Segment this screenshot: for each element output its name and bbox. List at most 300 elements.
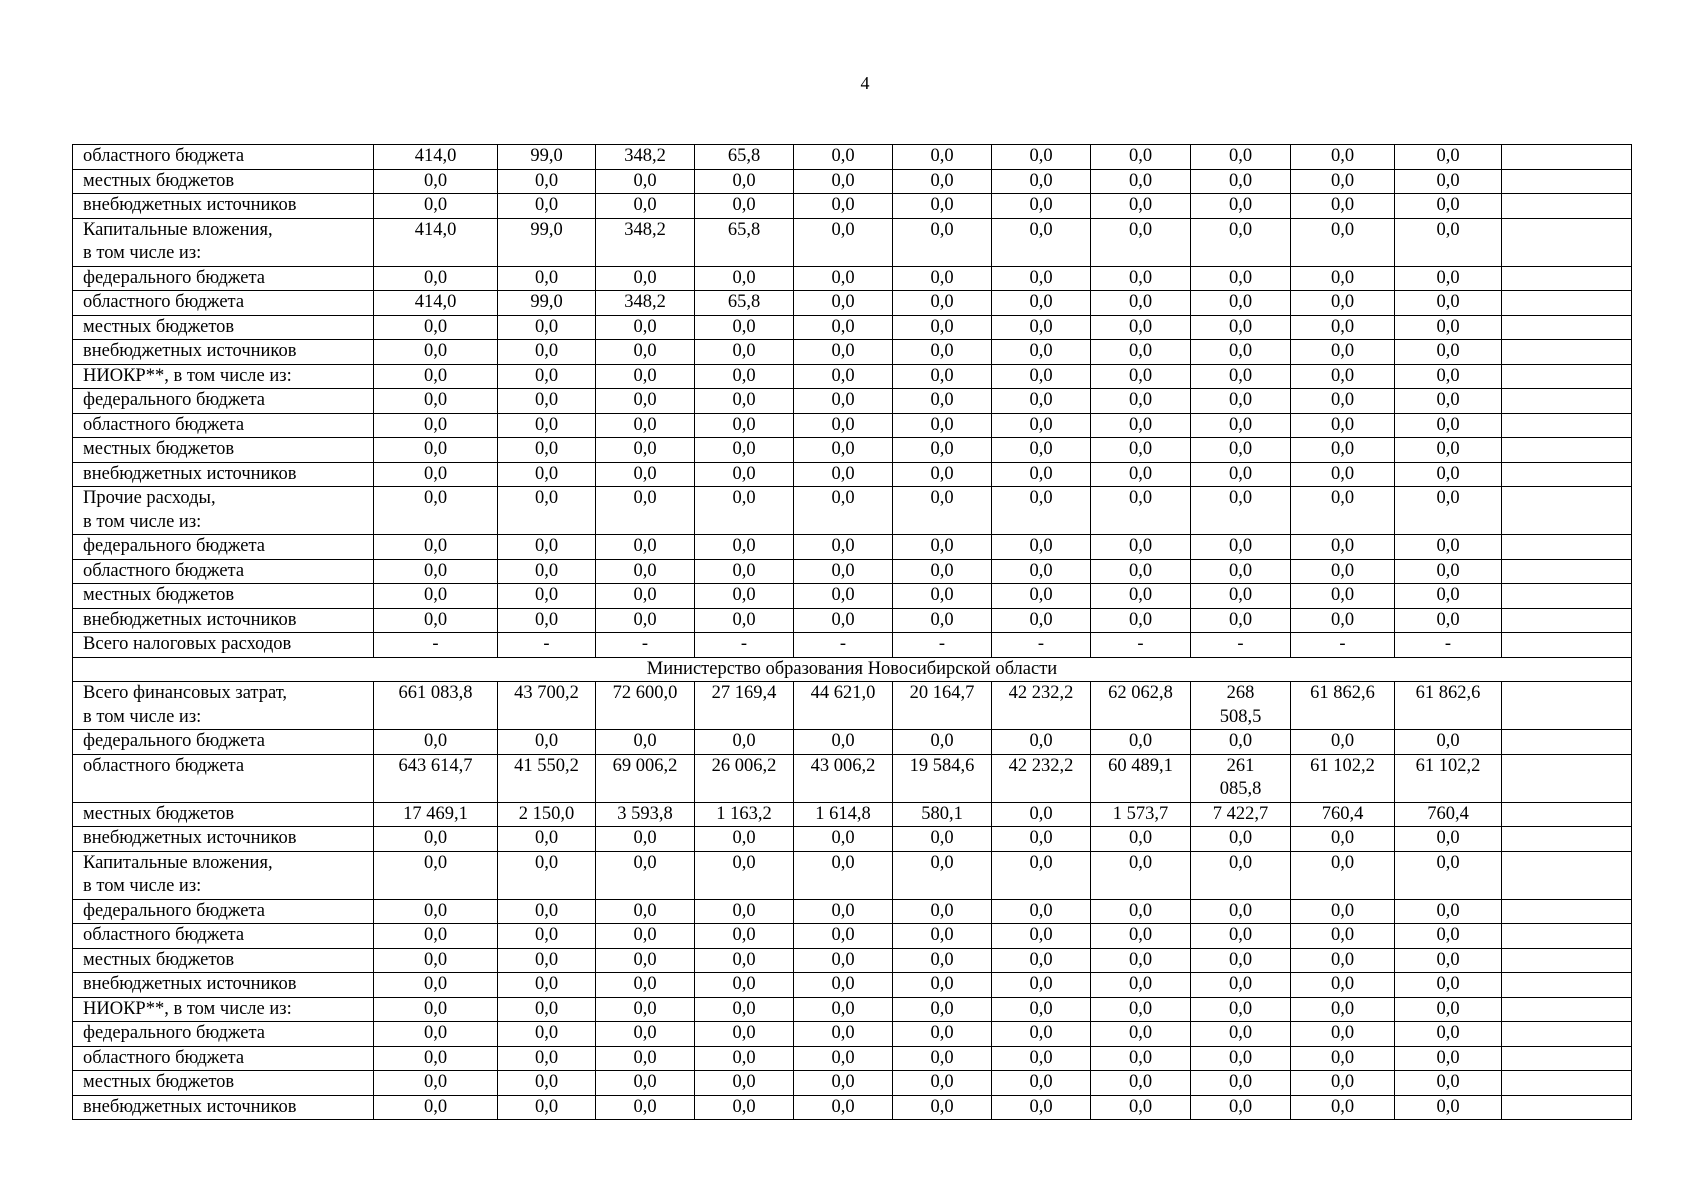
table-cell: 0,0: [1091, 145, 1191, 170]
table-cell: 760,4: [1291, 802, 1395, 827]
table-cell: 0,0: [794, 827, 893, 852]
table-cell: 0,0: [1291, 1022, 1395, 1047]
table-cell: 0,0: [374, 535, 498, 560]
table-cell: 0,0: [374, 194, 498, 219]
table-cell: 44 621,0: [794, 682, 893, 730]
row-label: федерального бюджета: [73, 899, 374, 924]
table-cell: 0,0: [1395, 438, 1502, 463]
table-cell: 0,0: [992, 948, 1091, 973]
table-cell: 0,0: [374, 266, 498, 291]
table-cell: 0,0: [893, 608, 992, 633]
table-cell: 0,0: [596, 1046, 695, 1071]
table-cell: 0,0: [498, 340, 596, 365]
budget-table-body: [73, 145, 1632, 1120]
table-cell: [1502, 559, 1632, 584]
table-cell: [1502, 340, 1632, 365]
table-cell: 0,0: [1395, 487, 1502, 535]
table-cell: [1502, 851, 1632, 899]
table-cell: [1502, 802, 1632, 827]
table-cell: 0,0: [374, 438, 498, 463]
table-cell: 0,0: [1291, 266, 1395, 291]
table-cell: 0,0: [992, 973, 1091, 998]
table-cell: 0,0: [1191, 389, 1291, 414]
table-row: [73, 633, 1632, 658]
table-cell: [1502, 973, 1632, 998]
table-cell: [1502, 218, 1632, 266]
table-cell: 0,0: [596, 948, 695, 973]
table-cell: 0,0: [992, 1095, 1091, 1120]
table-cell: 0,0: [1291, 535, 1395, 560]
table-row: [73, 948, 1632, 973]
table-cell: 0,0: [1291, 487, 1395, 535]
table-cell: 268 508,5: [1191, 682, 1291, 730]
table-cell: [1502, 608, 1632, 633]
table-cell: 61 862,6: [1291, 682, 1395, 730]
table-cell: [1502, 1022, 1632, 1047]
table-cell: 0,0: [893, 1071, 992, 1096]
table-cell: 0,0: [1291, 899, 1395, 924]
table-cell: 0,0: [893, 169, 992, 194]
table-cell: 0,0: [596, 364, 695, 389]
table-row: [73, 827, 1632, 852]
table-cell: 0,0: [992, 487, 1091, 535]
table-cell: 0,0: [794, 948, 893, 973]
table-row: [73, 1022, 1632, 1047]
table-cell: 43 006,2: [794, 754, 893, 802]
table-cell: 348,2: [596, 218, 695, 266]
table-cell: 0,0: [1395, 997, 1502, 1022]
table-cell: 0,0: [794, 608, 893, 633]
table-cell: 0,0: [1291, 340, 1395, 365]
table-cell: 0,0: [992, 1046, 1091, 1071]
table-cell: 0,0: [1191, 851, 1291, 899]
table-cell: 0,0: [893, 1022, 992, 1047]
table-cell: 0,0: [1395, 169, 1502, 194]
table-cell: 0,0: [893, 924, 992, 949]
table-cell: 0,0: [1091, 899, 1191, 924]
table-cell: 0,0: [893, 997, 992, 1022]
table-cell: 0,0: [794, 487, 893, 535]
table-cell: 0,0: [1091, 851, 1191, 899]
table-cell: 0,0: [992, 462, 1091, 487]
table-cell: [1502, 169, 1632, 194]
table-cell: 0,0: [596, 389, 695, 414]
table-cell: 72 600,0: [596, 682, 695, 730]
table-cell: 0,0: [1191, 1095, 1291, 1120]
table-cell: 0,0: [794, 194, 893, 219]
table-cell: 65,8: [695, 291, 794, 316]
table-cell: 0,0: [992, 827, 1091, 852]
table-cell: -: [1191, 633, 1291, 658]
table-cell: 0,0: [794, 899, 893, 924]
table-cell: 0,0: [374, 851, 498, 899]
table-cell: 0,0: [596, 1095, 695, 1120]
table-cell: 0,0: [374, 1071, 498, 1096]
table-cell: 0,0: [1191, 315, 1291, 340]
table-cell: 0,0: [1091, 315, 1191, 340]
table-cell: 0,0: [498, 266, 596, 291]
table-cell: 61 102,2: [1395, 754, 1502, 802]
table-cell: 0,0: [1091, 462, 1191, 487]
budget-table: [72, 144, 1632, 1120]
table-cell: 0,0: [498, 827, 596, 852]
table-cell: 0,0: [498, 924, 596, 949]
table-cell: 0,0: [596, 924, 695, 949]
table-cell: 0,0: [893, 462, 992, 487]
table-cell: 0,0: [1091, 584, 1191, 609]
table-cell: 0,0: [1191, 364, 1291, 389]
table-cell: 0,0: [992, 851, 1091, 899]
table-cell: 0,0: [596, 413, 695, 438]
table-cell: 0,0: [695, 827, 794, 852]
row-label: областного бюджета: [73, 413, 374, 438]
table-cell: 0,0: [1191, 997, 1291, 1022]
table-cell: 0,0: [893, 218, 992, 266]
table-row: [73, 535, 1632, 560]
table-cell: 0,0: [1291, 291, 1395, 316]
table-cell: 0,0: [1291, 1071, 1395, 1096]
row-label: федерального бюджета: [73, 535, 374, 560]
table-cell: 0,0: [1395, 1022, 1502, 1047]
table-cell: 0,0: [596, 487, 695, 535]
row-label: внебюджетных источников: [73, 340, 374, 365]
row-label: областного бюджета: [73, 754, 374, 802]
table-cell: [1502, 389, 1632, 414]
row-label: Капитальные вложения, в том числе из:: [73, 851, 374, 899]
table-cell: 0,0: [992, 194, 1091, 219]
table-cell: 0,0: [1191, 827, 1291, 852]
table-cell: 0,0: [1395, 462, 1502, 487]
row-label: НИОКР**, в том числе из:: [73, 364, 374, 389]
table-cell: 0,0: [893, 948, 992, 973]
table-cell: 0,0: [1091, 194, 1191, 219]
table-cell: 0,0: [1191, 194, 1291, 219]
table-cell: [1502, 364, 1632, 389]
table-row: [73, 997, 1632, 1022]
table-cell: 0,0: [695, 973, 794, 998]
table-cell: 0,0: [695, 413, 794, 438]
table-cell: 0,0: [498, 389, 596, 414]
table-row: [73, 802, 1632, 827]
table-cell: 0,0: [794, 218, 893, 266]
table-cell: 0,0: [596, 608, 695, 633]
table-cell: 0,0: [498, 948, 596, 973]
table-cell: 0,0: [1395, 559, 1502, 584]
table-cell: 0,0: [1291, 1095, 1395, 1120]
table-cell: 0,0: [374, 1046, 498, 1071]
table-row: [73, 438, 1632, 463]
row-label: местных бюджетов: [73, 584, 374, 609]
table-cell: 0,0: [1395, 899, 1502, 924]
row-label: внебюджетных источников: [73, 194, 374, 219]
table-cell: 0,0: [1395, 608, 1502, 633]
table-cell: 0,0: [596, 973, 695, 998]
table-cell: [1502, 1095, 1632, 1120]
table-cell: 0,0: [374, 1022, 498, 1047]
table-cell: 99,0: [498, 145, 596, 170]
table-cell: 580,1: [893, 802, 992, 827]
table-cell: 0,0: [596, 194, 695, 219]
table-cell: 0,0: [1291, 145, 1395, 170]
table-cell: 0,0: [794, 1095, 893, 1120]
table-cell: 0,0: [1091, 218, 1191, 266]
row-label: Всего финансовых затрат, в том числе из:: [73, 682, 374, 730]
table-cell: 0,0: [1091, 1095, 1191, 1120]
table-cell: 0,0: [1291, 559, 1395, 584]
table-cell: 0,0: [992, 389, 1091, 414]
table-cell: 0,0: [1191, 535, 1291, 560]
table-cell: [1502, 682, 1632, 730]
table-cell: 0,0: [1191, 487, 1291, 535]
row-label: федерального бюджета: [73, 1022, 374, 1047]
table-cell: 0,0: [1291, 997, 1395, 1022]
table-cell: 0,0: [374, 973, 498, 998]
table-cell: 0,0: [1091, 364, 1191, 389]
table-cell: 0,0: [596, 899, 695, 924]
table-cell: 261 085,8: [1191, 754, 1291, 802]
table-cell: [1502, 827, 1632, 852]
table-cell: 0,0: [794, 145, 893, 170]
row-label: внебюджетных источников: [73, 462, 374, 487]
table-cell: 2 150,0: [498, 802, 596, 827]
table-cell: 0,0: [374, 340, 498, 365]
table-cell: 60 489,1: [1091, 754, 1191, 802]
row-label: внебюджетных источников: [73, 608, 374, 633]
table-cell: 0,0: [498, 535, 596, 560]
table-cell: 0,0: [992, 730, 1091, 755]
table-cell: 0,0: [1191, 413, 1291, 438]
table-cell: 27 169,4: [695, 682, 794, 730]
table-cell: 0,0: [695, 487, 794, 535]
table-cell: [1502, 145, 1632, 170]
table-cell: 0,0: [893, 340, 992, 365]
table-cell: [1502, 1046, 1632, 1071]
table-cell: 0,0: [695, 266, 794, 291]
table-cell: 0,0: [374, 584, 498, 609]
table-cell: [1502, 730, 1632, 755]
table-cell: 0,0: [992, 608, 1091, 633]
table-cell: 65,8: [695, 145, 794, 170]
row-label: федерального бюджета: [73, 730, 374, 755]
table-cell: 0,0: [794, 266, 893, 291]
table-row: [73, 462, 1632, 487]
table-cell: -: [1091, 633, 1191, 658]
table-cell: 0,0: [374, 608, 498, 633]
table-cell: 0,0: [893, 1095, 992, 1120]
table-cell: 0,0: [992, 364, 1091, 389]
table-cell: 0,0: [695, 997, 794, 1022]
table-cell: 0,0: [1191, 608, 1291, 633]
table-cell: 0,0: [992, 1022, 1091, 1047]
table-cell: 19 584,6: [893, 754, 992, 802]
table-cell: [1502, 462, 1632, 487]
table-cell: 0,0: [1291, 315, 1395, 340]
table-cell: [1502, 633, 1632, 658]
table-cell: 0,0: [498, 730, 596, 755]
table-cell: [1502, 438, 1632, 463]
table-cell: 0,0: [596, 535, 695, 560]
table-cell: 7 422,7: [1191, 802, 1291, 827]
table-cell: 0,0: [1191, 145, 1291, 170]
table-cell: 0,0: [1191, 169, 1291, 194]
table-cell: 0,0: [992, 584, 1091, 609]
table-cell: 0,0: [596, 851, 695, 899]
table-cell: 0,0: [695, 438, 794, 463]
table-cell: 0,0: [596, 438, 695, 463]
table-cell: -: [1291, 633, 1395, 658]
row-label: местных бюджетов: [73, 1071, 374, 1096]
table-cell: 65,8: [695, 218, 794, 266]
table-cell: 0,0: [893, 973, 992, 998]
row-label: местных бюджетов: [73, 315, 374, 340]
table-cell: 0,0: [1291, 169, 1395, 194]
table-cell: [1502, 899, 1632, 924]
table-cell: 0,0: [992, 291, 1091, 316]
table-cell: 0,0: [1191, 340, 1291, 365]
table-row: [73, 487, 1632, 535]
table-cell: 0,0: [1395, 827, 1502, 852]
table-cell: 0,0: [1291, 851, 1395, 899]
table-cell: 414,0: [374, 145, 498, 170]
table-cell: 0,0: [695, 1095, 794, 1120]
table-cell: 0,0: [1091, 973, 1191, 998]
table-cell: 0,0: [992, 535, 1091, 560]
table-cell: 0,0: [794, 1022, 893, 1047]
table-cell: 62 062,8: [1091, 682, 1191, 730]
row-label: внебюджетных источников: [73, 973, 374, 998]
table-cell: 0,0: [1395, 730, 1502, 755]
table-cell: 0,0: [1191, 291, 1291, 316]
table-cell: 0,0: [498, 364, 596, 389]
table-cell: 0,0: [1291, 364, 1395, 389]
table-cell: 0,0: [695, 730, 794, 755]
table-cell: 0,0: [1395, 851, 1502, 899]
table-cell: 0,0: [695, 389, 794, 414]
table-row: [73, 364, 1632, 389]
table-cell: 0,0: [695, 194, 794, 219]
table-cell: 0,0: [893, 194, 992, 219]
table-cell: 0,0: [992, 169, 1091, 194]
table-cell: 0,0: [1091, 340, 1191, 365]
table-cell: 0,0: [893, 899, 992, 924]
table-cell: 0,0: [992, 340, 1091, 365]
table-cell: 414,0: [374, 218, 498, 266]
section-row: [73, 657, 1632, 682]
row-label: внебюджетных источников: [73, 1095, 374, 1120]
table-cell: 0,0: [695, 1022, 794, 1047]
table-cell: [1502, 754, 1632, 802]
table-cell: 42 232,2: [992, 754, 1091, 802]
table-cell: 0,0: [893, 389, 992, 414]
table-cell: 0,0: [498, 169, 596, 194]
table-cell: 0,0: [1091, 730, 1191, 755]
table-cell: -: [374, 633, 498, 658]
table-cell: 0,0: [794, 997, 893, 1022]
table-cell: 0,0: [1291, 584, 1395, 609]
row-label: областного бюджета: [73, 145, 374, 170]
table-cell: 0,0: [992, 802, 1091, 827]
table-cell: 0,0: [1291, 827, 1395, 852]
row-label: НИОКР**, в том числе из:: [73, 997, 374, 1022]
table-cell: 0,0: [498, 584, 596, 609]
table-cell: 0,0: [893, 364, 992, 389]
table-cell: 61 102,2: [1291, 754, 1395, 802]
table-cell: 0,0: [596, 559, 695, 584]
table-row: [73, 291, 1632, 316]
row-label: федерального бюджета: [73, 266, 374, 291]
table-cell: 0,0: [498, 487, 596, 535]
table-cell: 0,0: [596, 340, 695, 365]
table-cell: 0,0: [1091, 169, 1191, 194]
table-row: [73, 315, 1632, 340]
table-cell: 0,0: [695, 535, 794, 560]
table-cell: 0,0: [498, 1071, 596, 1096]
table-cell: 0,0: [498, 1095, 596, 1120]
table-cell: 0,0: [1291, 462, 1395, 487]
table-cell: 0,0: [498, 608, 596, 633]
table-cell: 0,0: [992, 145, 1091, 170]
table-row: [73, 340, 1632, 365]
table-cell: 0,0: [1091, 559, 1191, 584]
table-cell: 0,0: [695, 851, 794, 899]
table-cell: 0,0: [695, 584, 794, 609]
table-cell: 0,0: [1395, 973, 1502, 998]
table-cell: 20 164,7: [893, 682, 992, 730]
table-cell: 0,0: [695, 364, 794, 389]
table-cell: 0,0: [1191, 1071, 1291, 1096]
table-cell: 0,0: [498, 315, 596, 340]
table-cell: 0,0: [992, 315, 1091, 340]
table-cell: 0,0: [1395, 1071, 1502, 1096]
table-cell: 42 232,2: [992, 682, 1091, 730]
table-cell: 0,0: [794, 851, 893, 899]
table-cell: 0,0: [794, 1046, 893, 1071]
table-cell: 0,0: [1395, 924, 1502, 949]
table-cell: 0,0: [992, 559, 1091, 584]
table-cell: 0,0: [374, 997, 498, 1022]
table-cell: -: [893, 633, 992, 658]
table-cell: 0,0: [992, 438, 1091, 463]
table-cell: 0,0: [1291, 389, 1395, 414]
table-cell: -: [992, 633, 1091, 658]
table-cell: 0,0: [695, 1071, 794, 1096]
table-cell: [1502, 291, 1632, 316]
table-cell: 0,0: [596, 1022, 695, 1047]
table-row: [73, 851, 1632, 899]
table-cell: 0,0: [374, 389, 498, 414]
table-cell: 0,0: [1395, 340, 1502, 365]
table-cell: 0,0: [695, 608, 794, 633]
table-row: [73, 559, 1632, 584]
table-cell: 0,0: [893, 315, 992, 340]
table-cell: 0,0: [992, 997, 1091, 1022]
table-row: [73, 1095, 1632, 1120]
table-cell: 1 614,8: [794, 802, 893, 827]
table-cell: 0,0: [596, 584, 695, 609]
table-cell: 0,0: [893, 827, 992, 852]
table-cell: 0,0: [1395, 535, 1502, 560]
table-cell: 0,0: [596, 315, 695, 340]
table-cell: 0,0: [1091, 438, 1191, 463]
table-cell: 0,0: [596, 997, 695, 1022]
table-row: [73, 1046, 1632, 1071]
table-cell: 0,0: [1191, 266, 1291, 291]
table-cell: 0,0: [1291, 730, 1395, 755]
table-cell: [1502, 924, 1632, 949]
table-cell: 0,0: [1395, 315, 1502, 340]
table-cell: 0,0: [374, 364, 498, 389]
table-cell: 0,0: [596, 169, 695, 194]
